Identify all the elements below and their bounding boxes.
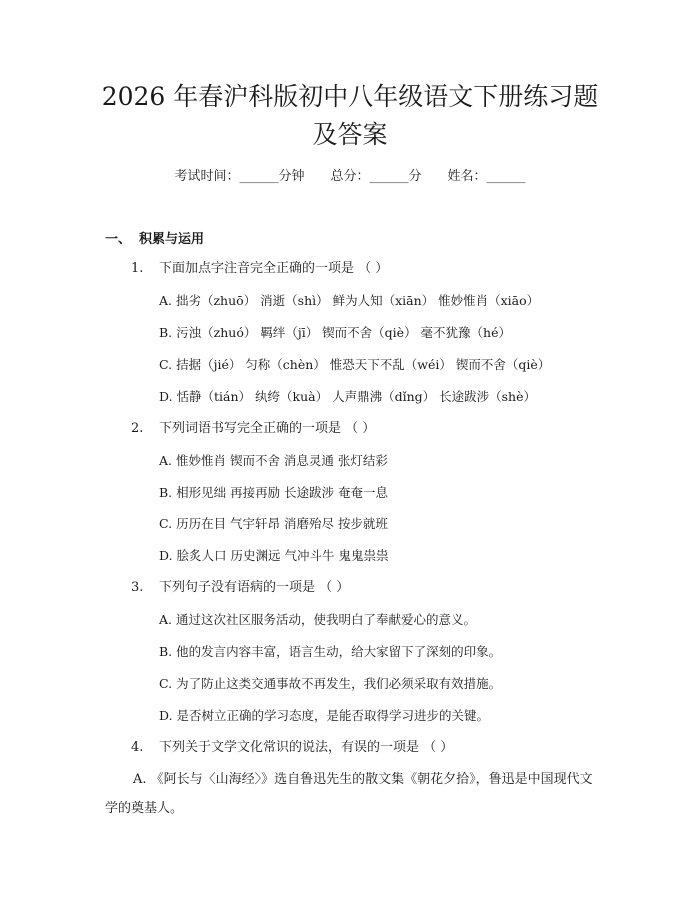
question-3 <box>131 578 349 598</box>
student-name-label: 姓名：______ <box>447 169 526 184</box>
question-4-option-a: A. 《阿长与〈山海经〉》选自鲁迅先生的散文集《朝花夕拾》，鲁迅是中国现代文学的奠基人。 <box>105 772 593 816</box>
section-number: 一、 <box>105 232 132 247</box>
question-3-option-b: B. 他的发言内容丰富，语言生动，给大家留下了深刻的印象。 <box>159 644 502 659</box>
exam-info-line <box>0 166 700 188</box>
question-2 <box>131 419 375 439</box>
question-2-option-d: D. 脍炙人口 历史渊远 气冲斗牛 鬼鬼祟祟 <box>159 548 389 563</box>
question-2-option-c: C. 历历在目 气宇轩昂 消磨殆尽 按步就班 <box>159 516 388 531</box>
title-line-2: 及答案 <box>312 120 388 149</box>
question-4 <box>131 738 453 758</box>
question-1-option-b: B. 污浊（zhuó） 羁绊（jī） 锲而不舍（qiè） 毫不犹豫（hé） <box>159 325 511 340</box>
question-1-option-c: C. 拮据（jié） 匀称（chèn） 惟恐天下不乱（wéi） 锲而不舍（qiè） <box>159 357 551 372</box>
question-number: 4. <box>131 740 144 755</box>
question-3-option-a: A. 通过这次社区服务活动，使我明白了奉献爱心的意义。 <box>159 612 476 627</box>
question-2-option-b: B. 相形见绌 再接再励 长途跋涉 奄奄一息 <box>159 485 389 500</box>
question-1 <box>131 259 388 279</box>
section-heading <box>105 230 204 250</box>
question-2-option-a: A. 惟妙惟肖 锲而不舍 消息灵通 张灯结彩 <box>159 453 388 468</box>
question-text: 下列关于文学文化常识的说法，有误的一项是 （ ） <box>159 740 454 755</box>
question-text: 下面加点字注音完全正确的一项是 （ ） <box>159 261 389 276</box>
question-number: 2. <box>131 421 144 436</box>
exam-time-label: 考试时间：______分钟 <box>174 169 305 184</box>
question-3-option-d: D. 是否树立正确的学习态度，是能否取得学习进步的关键。 <box>159 708 490 723</box>
title-line-1: 2026 年春沪科版初中八年级语文下册练习题 <box>101 82 599 111</box>
question-1-option-a: A. 拙劣（zhuō） 消逝（shì） 鲜为人知（xiān） 惟妙惟肖（xiāo） <box>159 293 540 308</box>
question-text: 下列词语书写完全正确的一项是 （ ） <box>159 421 376 436</box>
question-text: 下列句子没有语病的一项是 （ ） <box>159 580 350 595</box>
question-1-option-d: D. 恬静（tián） 纨绔（kuà） 人声鼎沸（dǐng） 长途跋涉（shè） <box>159 389 536 404</box>
question-number: 1. <box>131 261 144 276</box>
question-number: 3. <box>131 580 144 595</box>
document-title <box>0 78 700 154</box>
total-score-label: 总分：______分 <box>330 169 422 184</box>
question-3-option-c: C. 为了防止这类交通事故不再发生，我们必须采取有效措施。 <box>159 676 502 691</box>
section-title: 积累与运用 <box>139 232 205 247</box>
